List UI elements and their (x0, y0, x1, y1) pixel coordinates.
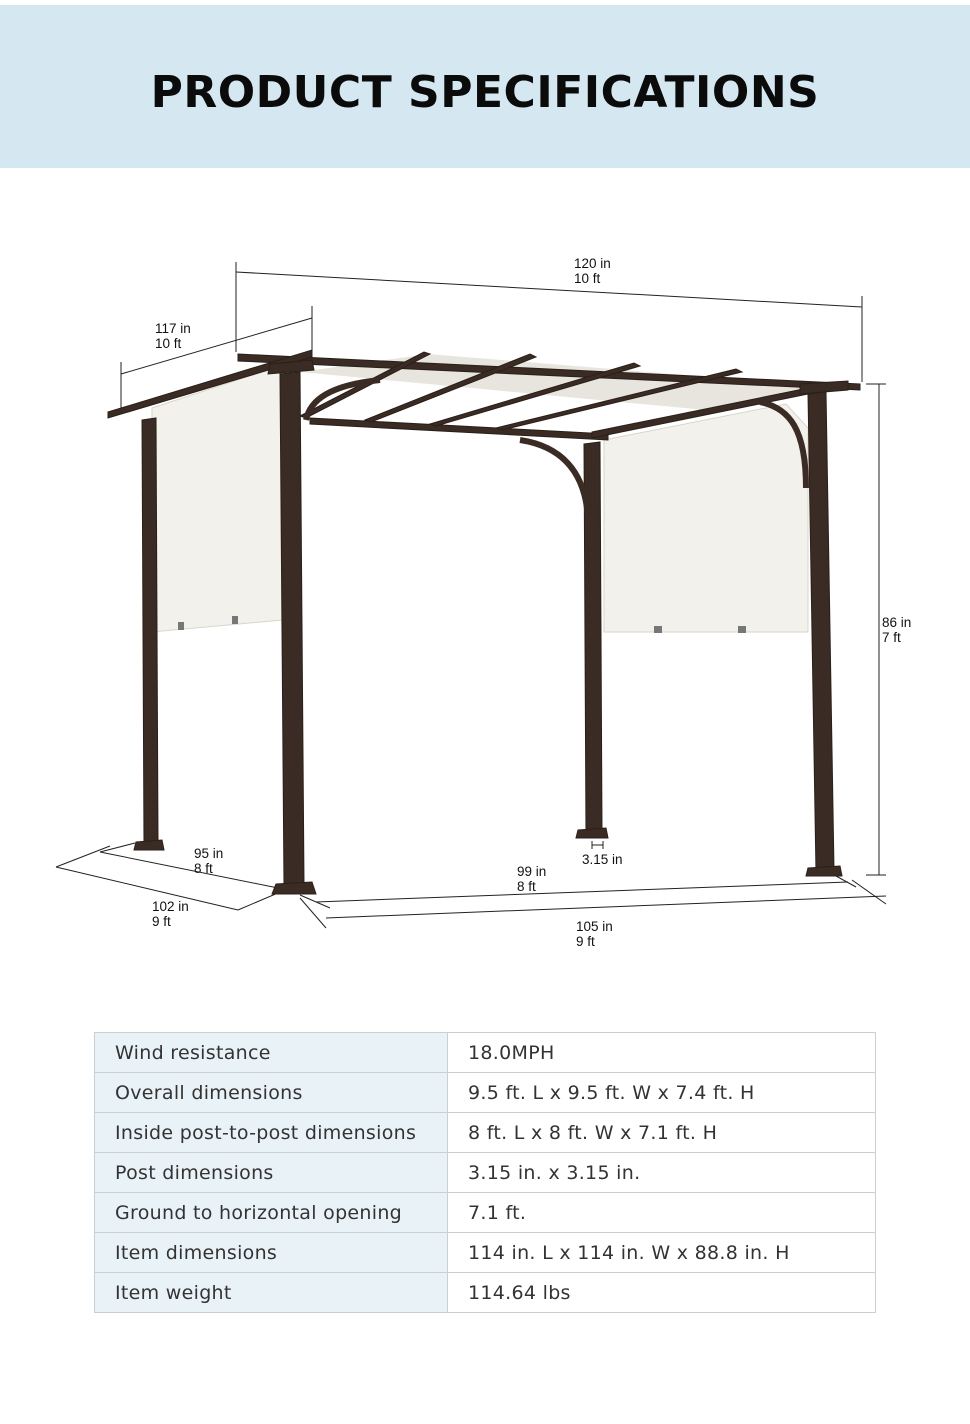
page-title: PRODUCT SPECIFICATIONS (150, 67, 820, 118)
dim-post: 3.15 in (582, 852, 623, 867)
dim-outer-depth: 102 in 9 ft (152, 899, 189, 929)
table-row (95, 1113, 876, 1153)
spec-value: 9.5 ft. L x 9.5 ft. W x 7.4 ft. H (448, 1073, 876, 1113)
dim-top-depth: 117 in 10 ft (155, 321, 191, 351)
spec-value: 18.0MPH (448, 1033, 876, 1073)
table-row (95, 1033, 876, 1073)
pergola-diagram (0, 240, 970, 970)
dim-top-width: 120 in 10 ft (574, 256, 611, 286)
dim-height: 86 in 7 ft (882, 615, 912, 645)
table-row (95, 1233, 876, 1273)
pergola-illustration (0, 240, 970, 970)
spec-label: Item dimensions (95, 1233, 448, 1273)
spec-value: 3.15 in. x 3.15 in. (448, 1153, 876, 1193)
spec-value: 114 in. L x 114 in. W x 88.8 in. H (448, 1233, 876, 1273)
table-row (95, 1153, 876, 1193)
spec-label: Inside post-to-post dimensions (95, 1113, 448, 1153)
spec-label: Ground to horizontal opening (95, 1193, 448, 1233)
spec-label: Wind resistance (95, 1033, 448, 1073)
dim-inner-depth: 95 in 8 ft (194, 846, 224, 876)
spec-table (94, 1032, 876, 1313)
dim-outer-width: 105 in 9 ft (576, 919, 613, 949)
dim-inner-width: 99 in 8 ft (517, 864, 547, 894)
spec-label: Post dimensions (95, 1153, 448, 1193)
table-row (95, 1273, 876, 1313)
table-row (95, 1193, 876, 1233)
header-banner (0, 5, 970, 168)
spec-value: 114.64 lbs (448, 1273, 876, 1313)
spec-label: Item weight (95, 1273, 448, 1313)
spec-value: 7.1 ft. (448, 1193, 876, 1233)
spec-label: Overall dimensions (95, 1073, 448, 1113)
table-row (95, 1073, 876, 1113)
spec-value: 8 ft. L x 8 ft. W x 7.1 ft. H (448, 1113, 876, 1153)
